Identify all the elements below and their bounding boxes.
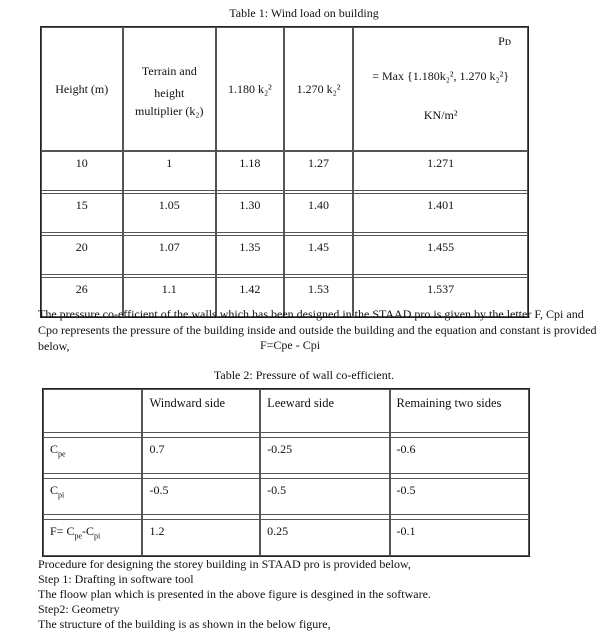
cell-b: 1.45	[284, 235, 354, 275]
cell-windward: 0.7	[142, 437, 260, 474]
table2-caption: Table 2: Pressure of wall co-efficient.	[213, 368, 395, 382]
cell-remaining: -0.1	[390, 519, 529, 556]
cell-windward: -0.5	[142, 478, 260, 515]
header-pd-title: Pᴅ	[498, 34, 512, 48]
cell-pd: 1.537	[353, 277, 528, 317]
cell-leeward: -0.5	[260, 478, 389, 515]
table-row	[43, 478, 529, 515]
procedure-step1: Step 1: Drafting in software tool	[38, 572, 194, 586]
table-row	[41, 235, 528, 275]
cell-b: 1.27	[284, 151, 354, 191]
table-row	[41, 193, 528, 233]
equation: F=Cpe - Cpi	[259, 338, 321, 352]
cell-windward: 1.2	[142, 519, 260, 556]
cell-k2: 1	[123, 151, 217, 191]
row-label-f: $F= C_{pe}-C_{pi}$	[43, 519, 142, 556]
procedure-intro: Procedure for designing the storey building in STAAD pro is provided below,	[38, 557, 411, 571]
procedure-step1-text: The floow plan which is presented in the above figure is desgined in the software.	[38, 587, 431, 601]
cell-height: 15	[41, 193, 123, 233]
header-terrain-line1: Terrain and	[141, 64, 197, 78]
cell-k2: 1.05	[123, 193, 217, 233]
cell-pd: 1.455	[353, 235, 528, 275]
header-pd-formula: = Max {1.180k₂², 1.270 k₂²}	[372, 69, 510, 83]
cell-height: 10	[41, 151, 123, 191]
header-leeward: Leeward side	[260, 389, 389, 433]
cell-a: 1.42	[216, 277, 284, 317]
cell-height: 26	[41, 277, 123, 317]
table2-header-row	[43, 389, 529, 433]
header-pd-unit: KN/m²	[423, 108, 458, 122]
cell-pd: 1.271	[353, 151, 528, 191]
table1-caption: Table 1: Wind load on building	[229, 6, 379, 20]
wall-pressure-table	[42, 388, 530, 557]
cell-b: 1.40	[284, 193, 354, 233]
cell-remaining: -0.6	[390, 437, 529, 474]
cell-a: 1.18	[216, 151, 284, 191]
cell-b: 1.53	[284, 277, 354, 317]
cell-leeward: 0.25	[260, 519, 389, 556]
header-remaining: Remaining two sides	[390, 389, 529, 433]
wind-load-table	[40, 26, 529, 318]
header-windward: Windward side	[142, 389, 260, 433]
header-terrain-line2: height	[154, 86, 185, 100]
header-terrain-multiplier	[123, 27, 217, 151]
procedure-step2-text: The structure of the building is as shown in the below figure,	[38, 617, 331, 631]
pressure-paragraph: The pressure co-efficient of the walls which has been designed in the STAAD pro is given by the letter F, Cpi and Cpo represents the pressure of the building inside and outside the building and the equation and constant is provided below,	[38, 307, 597, 353]
header-pd	[353, 27, 528, 151]
table-row	[41, 151, 528, 191]
header-col-a: 1.180 k₂²	[216, 27, 284, 151]
row-label-cpi: $C_{pi}$	[43, 478, 142, 515]
table-row	[43, 519, 529, 556]
table-row	[43, 437, 529, 474]
cell-k2: 1.07	[123, 235, 217, 275]
cell-k2: 1.1	[123, 277, 217, 317]
cell-remaining: -0.5	[390, 478, 529, 515]
cell-a: 1.35	[216, 235, 284, 275]
cell-a: 1.30	[216, 193, 284, 233]
cell-height: 20	[41, 235, 123, 275]
procedure-section	[38, 557, 598, 632]
table1-header-row	[41, 27, 528, 151]
header-terrain-line3: multiplier (k₂)	[135, 104, 204, 118]
procedure-step2: Step2: Geometry	[38, 602, 120, 616]
cell-pd: 1.401	[353, 193, 528, 233]
header-col-b: 1.270 k₂²	[284, 27, 354, 151]
header-blank	[43, 389, 142, 433]
row-label-cpe: $C_{pe}$	[43, 437, 142, 474]
header-height: Height (m)	[41, 27, 123, 151]
cell-leeward: -0.25	[260, 437, 389, 474]
